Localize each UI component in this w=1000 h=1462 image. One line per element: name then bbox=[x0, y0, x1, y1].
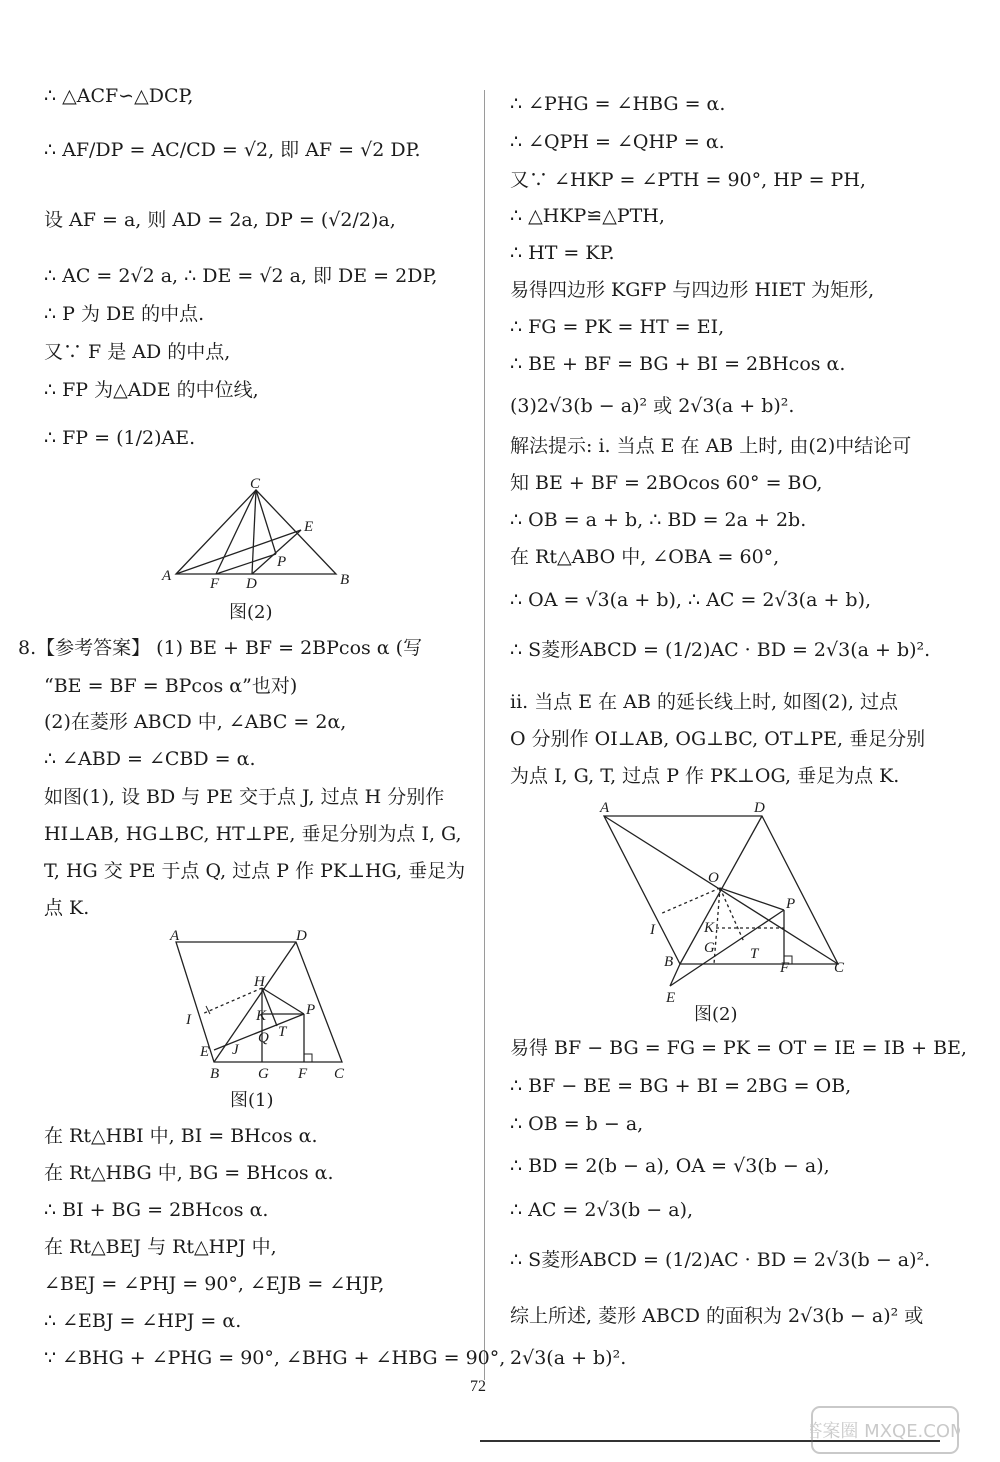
right-line-22: ∴ BD = 2(b − a), OA = √3(b − a), bbox=[510, 1155, 830, 1177]
label-p-2: P bbox=[786, 896, 796, 912]
label-c-1: C bbox=[334, 1066, 345, 1082]
left-line-5: ∴ P 为 DE 的中点. bbox=[44, 303, 205, 325]
left-line-10: “BE = BF = BPcos α”也对) bbox=[44, 675, 298, 697]
left-line-11: (2)在菱形 ABCD 中, ∠ABC = 2α, bbox=[44, 711, 347, 733]
left-line-18: 在 Rt△HBG 中, BG = BHcos α. bbox=[44, 1162, 334, 1184]
left-line-7: ∴ FP 为△ADE 的中位线, bbox=[44, 379, 259, 401]
label-f: F bbox=[210, 576, 220, 592]
right-line-21: ∴ OB = b − a, bbox=[510, 1113, 644, 1135]
left-line-2: ∴ AF/DP = AC/CD = √2, 即 AF = √2 DP. bbox=[44, 139, 421, 161]
right-line-15: ∴ S菱形ABCD = (1/2)AC · BD = 2√3(a + b)². bbox=[510, 639, 931, 661]
label-b: B bbox=[340, 572, 350, 588]
label-o-2: O bbox=[708, 870, 719, 886]
left-line-13: 如图(1), 设 BD 与 PE 交于点 J, 过点 H 分别作 bbox=[44, 786, 445, 808]
right-line-20: ∴ BF − BE = BG + BI = 2BG = OB, bbox=[510, 1075, 852, 1097]
label-d: D bbox=[246, 576, 257, 592]
watermark-icon bbox=[810, 1405, 960, 1455]
left-line-1: ∴ △ACF∽△DCP, bbox=[44, 85, 194, 107]
label-d-1: D bbox=[296, 928, 307, 944]
left-line-4: ∴ AC = 2√2 a, ∴ DE = √2 a, 即 DE = 2DP, bbox=[44, 265, 438, 287]
right-angle-f bbox=[304, 1054, 312, 1062]
left-line-19: ∴ BI + BG = 2BHcos α. bbox=[44, 1199, 269, 1221]
segment-hi bbox=[202, 988, 262, 1014]
label-c: C bbox=[250, 476, 261, 492]
left-line-8: ∴ FP = (1/2)AE. bbox=[44, 427, 196, 449]
answer-8-line: 8.【参考答案】 (1) BE + BF = 2BPcos α (写 bbox=[18, 637, 423, 659]
segment-oi bbox=[660, 888, 720, 914]
label-q-1: Q bbox=[258, 1030, 269, 1046]
left-line-23: ∵ ∠BHG + ∠PHG = 90°, ∠BHG + ∠HBG = 90°, bbox=[44, 1347, 506, 1369]
label-j-1: J bbox=[232, 1042, 239, 1058]
label-t-2: T bbox=[750, 946, 759, 962]
segment-hp bbox=[262, 988, 304, 1014]
right-line-23: ∴ AC = 2√3(b − a), bbox=[510, 1199, 694, 1221]
left-line-3: 设 AF = a, 则 AD = 2a, DP = (√2/2)a, bbox=[44, 209, 396, 231]
right-line-26: 2√3(a + b)². bbox=[510, 1347, 627, 1369]
right-line-7: ∴ FG = PK = HT = EI, bbox=[510, 316, 725, 338]
right-line-6: 易得四边形 KGFP 与四边形 HIET 为矩形, bbox=[510, 279, 875, 301]
right-line-25: 综上所述, 菱形 ABCD 的面积为 2√3(b − a)² 或 bbox=[510, 1305, 924, 1327]
label-e: E bbox=[304, 519, 314, 535]
label-f-2: F bbox=[780, 960, 790, 976]
label-a-2: A bbox=[600, 800, 610, 816]
label-d-2: D bbox=[754, 800, 765, 816]
right-angle-i bbox=[206, 1006, 210, 1014]
label-t-1: T bbox=[278, 1024, 287, 1040]
label-e-1: E bbox=[200, 1044, 210, 1060]
triangle-caption: 图(2) bbox=[229, 602, 273, 623]
left-line-6: 又∵ F 是 AD 的中点, bbox=[44, 341, 231, 363]
right-line-10: 解法提示: i. 当点 E 在 AB 上时, 由(2)中结论可 bbox=[510, 435, 912, 457]
label-e-2: E bbox=[666, 990, 676, 1006]
right-line-14: ∴ OA = √3(a + b), ∴ AC = 2√3(a + b), bbox=[510, 589, 872, 611]
rhombus-diagram-2 bbox=[594, 796, 854, 1006]
svg-text:答案圈 MXQE.COM: 答案圈 MXQE.COM bbox=[810, 1421, 960, 1442]
segment-op bbox=[720, 888, 784, 910]
left-line-12: ∴ ∠ABD = ∠CBD = α. bbox=[44, 748, 256, 770]
label-a: A bbox=[162, 568, 172, 584]
left-line-14: HI⊥AB, HG⊥BC, HT⊥PE, 垂足分别为点 I, G, bbox=[44, 823, 462, 845]
left-line-15: T, HG 交 PE 于点 Q, 过点 P 作 PK⊥HG, 垂足为 bbox=[44, 860, 466, 882]
left-line-17: 在 Rt△HBI 中, BI = BHcos α. bbox=[44, 1125, 318, 1147]
triangle-diagram bbox=[160, 476, 360, 592]
watermark-logo bbox=[810, 1405, 960, 1455]
rhombus-caption-1: 图(1) bbox=[230, 1090, 274, 1111]
label-i-1: I bbox=[186, 1012, 191, 1028]
right-line-11: 知 BE + BF = 2BOcos 60° = BO, bbox=[510, 472, 823, 494]
page-number: 72 bbox=[470, 1378, 486, 1395]
segment-ot bbox=[720, 888, 744, 942]
rhombus-diagram-1 bbox=[166, 928, 366, 1082]
right-line-18: 为点 I, G, T, 过点 P 作 PK⊥OG, 垂足为点 K. bbox=[510, 765, 900, 787]
right-line-17: O 分别作 OI⊥AB, OG⊥BC, OT⊥PE, 垂足分别 bbox=[510, 728, 926, 750]
right-line-19: 易得 BF − BG = FG = PK = OT = IE = IB + BE, bbox=[510, 1037, 967, 1059]
segment-cf bbox=[216, 490, 256, 574]
label-c-2: C bbox=[834, 960, 845, 976]
rhombus-figure-2 bbox=[594, 796, 854, 1006]
right-line-9: (3)2√3(b − a)² 或 2√3(a + b)². bbox=[510, 395, 795, 417]
left-line-21: ∠BEJ = ∠PHJ = 90°, ∠EJB = ∠HJP, bbox=[44, 1273, 385, 1295]
label-p: P bbox=[277, 554, 287, 570]
right-line-16: ii. 当点 E 在 AB 的延长线上时, 如图(2), 过点 bbox=[510, 691, 899, 713]
label-i-2: I bbox=[650, 922, 655, 938]
triangle-figure bbox=[160, 476, 360, 592]
label-h-1: H bbox=[254, 974, 265, 990]
right-line-5: ∴ HT = KP. bbox=[510, 242, 615, 264]
left-line-16: 点 K. bbox=[44, 897, 90, 919]
label-k-1: K bbox=[256, 1008, 267, 1024]
column-divider bbox=[484, 90, 485, 1380]
segment-ep-2 bbox=[670, 910, 784, 986]
label-f-1: F bbox=[298, 1066, 308, 1082]
right-line-1: ∴ ∠PHG = ∠HBG = α. bbox=[510, 93, 726, 115]
label-b-1: B bbox=[210, 1066, 220, 1082]
label-b-2: B bbox=[664, 954, 674, 970]
left-line-22: ∴ ∠EBJ = ∠HPJ = α. bbox=[44, 1310, 242, 1332]
right-line-4: ∴ △HKP≌△PTH, bbox=[510, 205, 665, 227]
label-g-1: G bbox=[258, 1066, 269, 1082]
right-line-12: ∴ OB = a + b, ∴ BD = 2a + 2b. bbox=[510, 509, 807, 531]
right-line-8: ∴ BE + BF = BG + BI = 2BHcos α. bbox=[510, 353, 846, 375]
rhombus-figure-1 bbox=[166, 928, 366, 1082]
rhombus-caption-2: 图(2) bbox=[694, 1004, 738, 1025]
left-line-20: 在 Rt△BEJ 与 Rt△HPJ 中, bbox=[44, 1236, 277, 1258]
right-line-13: 在 Rt△ABO 中, ∠OBA = 60°, bbox=[510, 546, 780, 568]
label-g-2: G bbox=[704, 940, 715, 956]
right-line-24: ∴ S菱形ABCD = (1/2)AC · BD = 2√3(b − a)². bbox=[510, 1249, 931, 1271]
right-line-3: 又∵ ∠HKP = ∠PTH = 90°, HP = PH, bbox=[510, 169, 866, 191]
label-a-1: A bbox=[170, 928, 180, 944]
right-line-2: ∴ ∠QPH = ∠QHP = α. bbox=[510, 131, 725, 153]
label-p-1: P bbox=[306, 1002, 316, 1018]
label-k-2: K bbox=[704, 920, 715, 936]
